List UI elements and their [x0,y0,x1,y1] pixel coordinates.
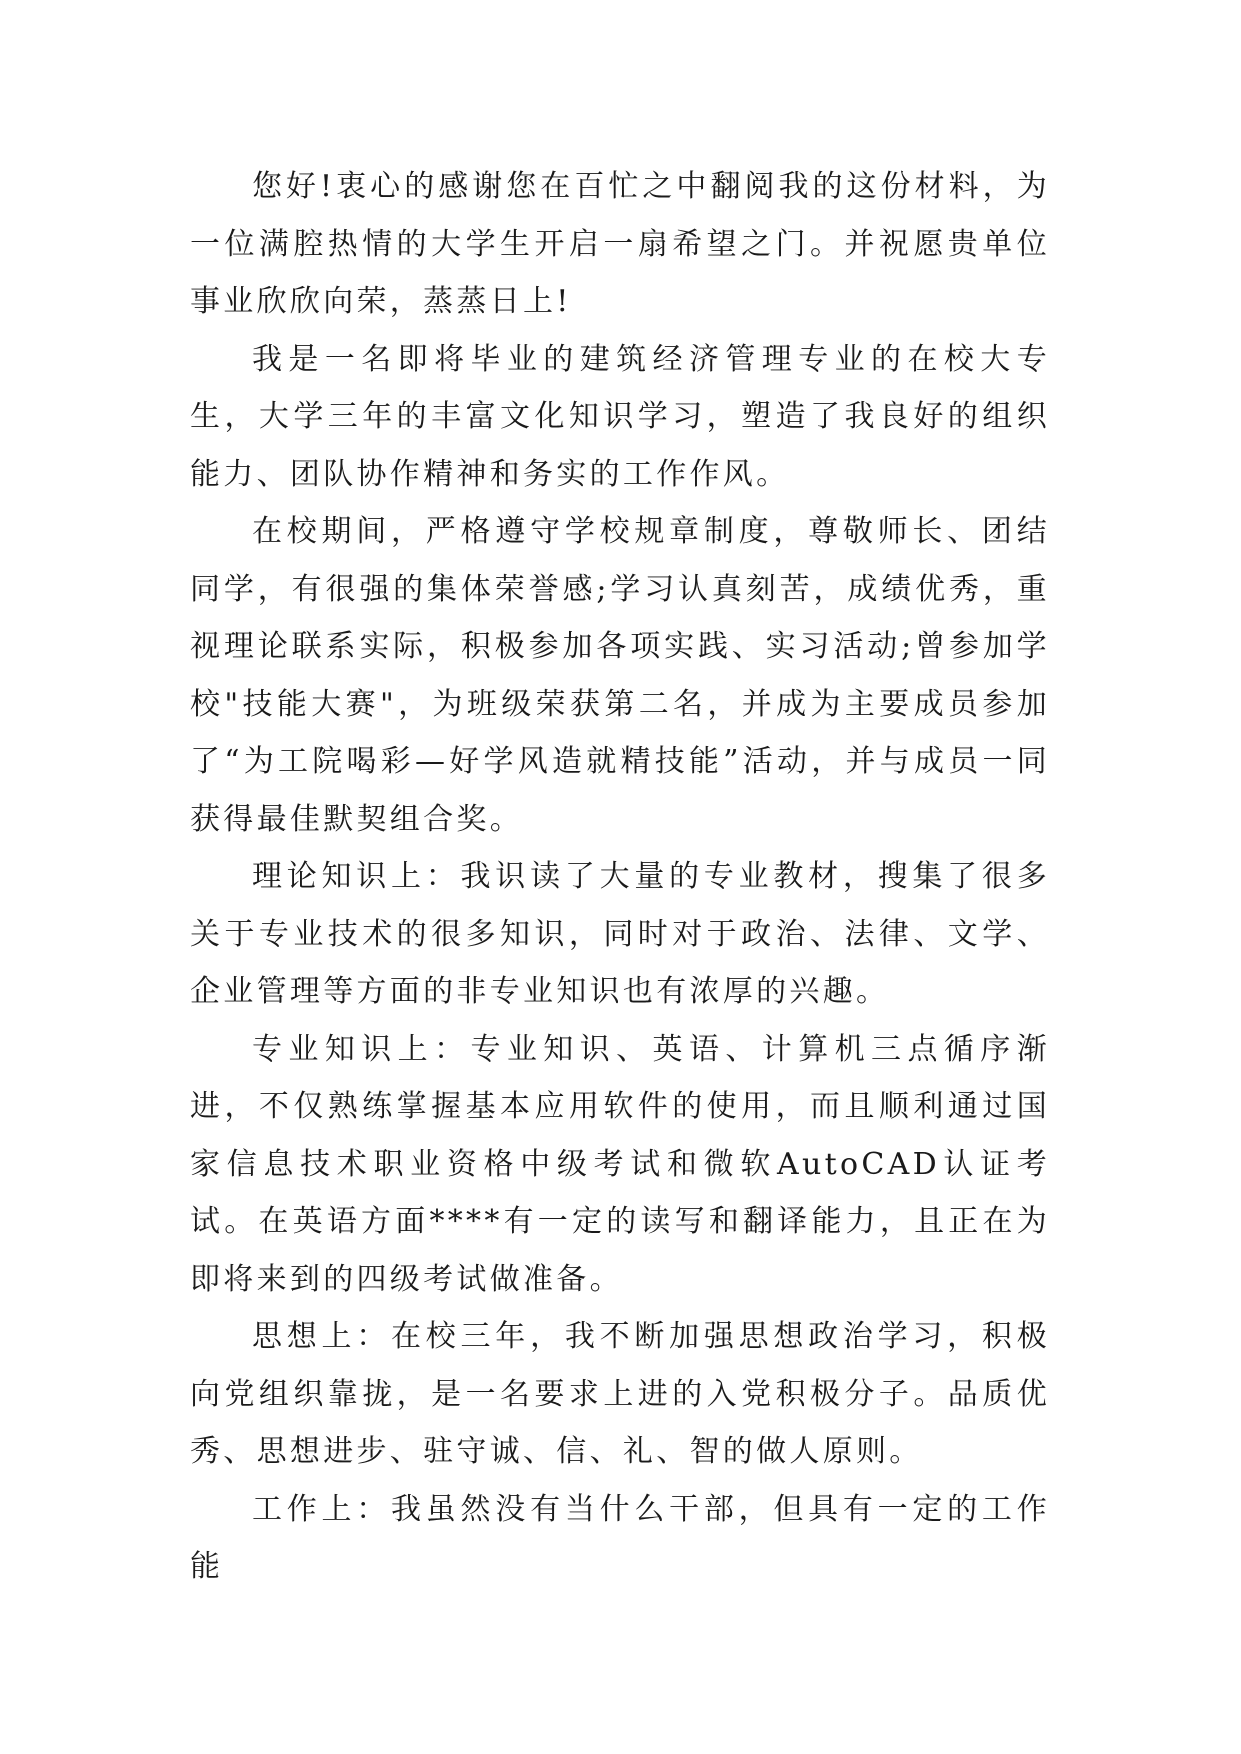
paragraph-intro: 我是一名即将毕业的建筑经济管理专业的在校大专生，大学三年的丰富文化知识学习，塑造了我良好的组织能力、团队协作精神和务实的工作作风。 [190,341,1050,492]
paragraph-professional: 专业知识上：专业知识、英语、计算机三点循序渐进，不仅熟练掌握基本应用软件的使用，而且顺利通过国家信息技术职业资格中级考试和微软AutoCAD认证考试。在英语方面****有一定的读写和翻译能力，且正在为即将来到的四级考试做准备。 [190,1031,1050,1297]
paragraph-theory: 理论知识上：我识读了大量的专业教材，搜集了很多关于专业技术的很多知识，同时对于政治、法律、文学、企业管理等方面的非专业知识也有浓厚的兴趣。 [190,859,1050,1009]
paragraph-work: 工作上：我虽然没有当什么干部，但具有一定的工作能 [190,1491,1050,1584]
document-body [190,158,1050,1596]
paragraph-thought: 思想上：在校三年，我不断加强思想政治学习，积极向党组织靠拢，是一名要求上进的入党积极分子。品质优秀、思想进步、驻守诚、信、礼、智的做人原则。 [190,1319,1050,1469]
paragraph-greeting: 您好!衷心的感谢您在百忙之中翻阅我的这份材料，为一位满腔热情的大学生开启一扇希望之门。并祝愿贵单位事业欣欣向荣，蒸蒸日上! [190,169,1050,319]
paragraph-school: 在校期间，严格遵守学校规章制度，尊敬师长、团结同学，有很强的集体荣誉感;学习认真刻苦，成绩优秀，重视理论联系实际，积极参加各项实践、实习活动;曾参加学校"技能大赛"，为班级荣获第二名，并成为主要成员参加了“为工院喝彩—好学风造就精技能”活动，并与成员一同获得最佳默契组合奖。 [190,514,1050,837]
